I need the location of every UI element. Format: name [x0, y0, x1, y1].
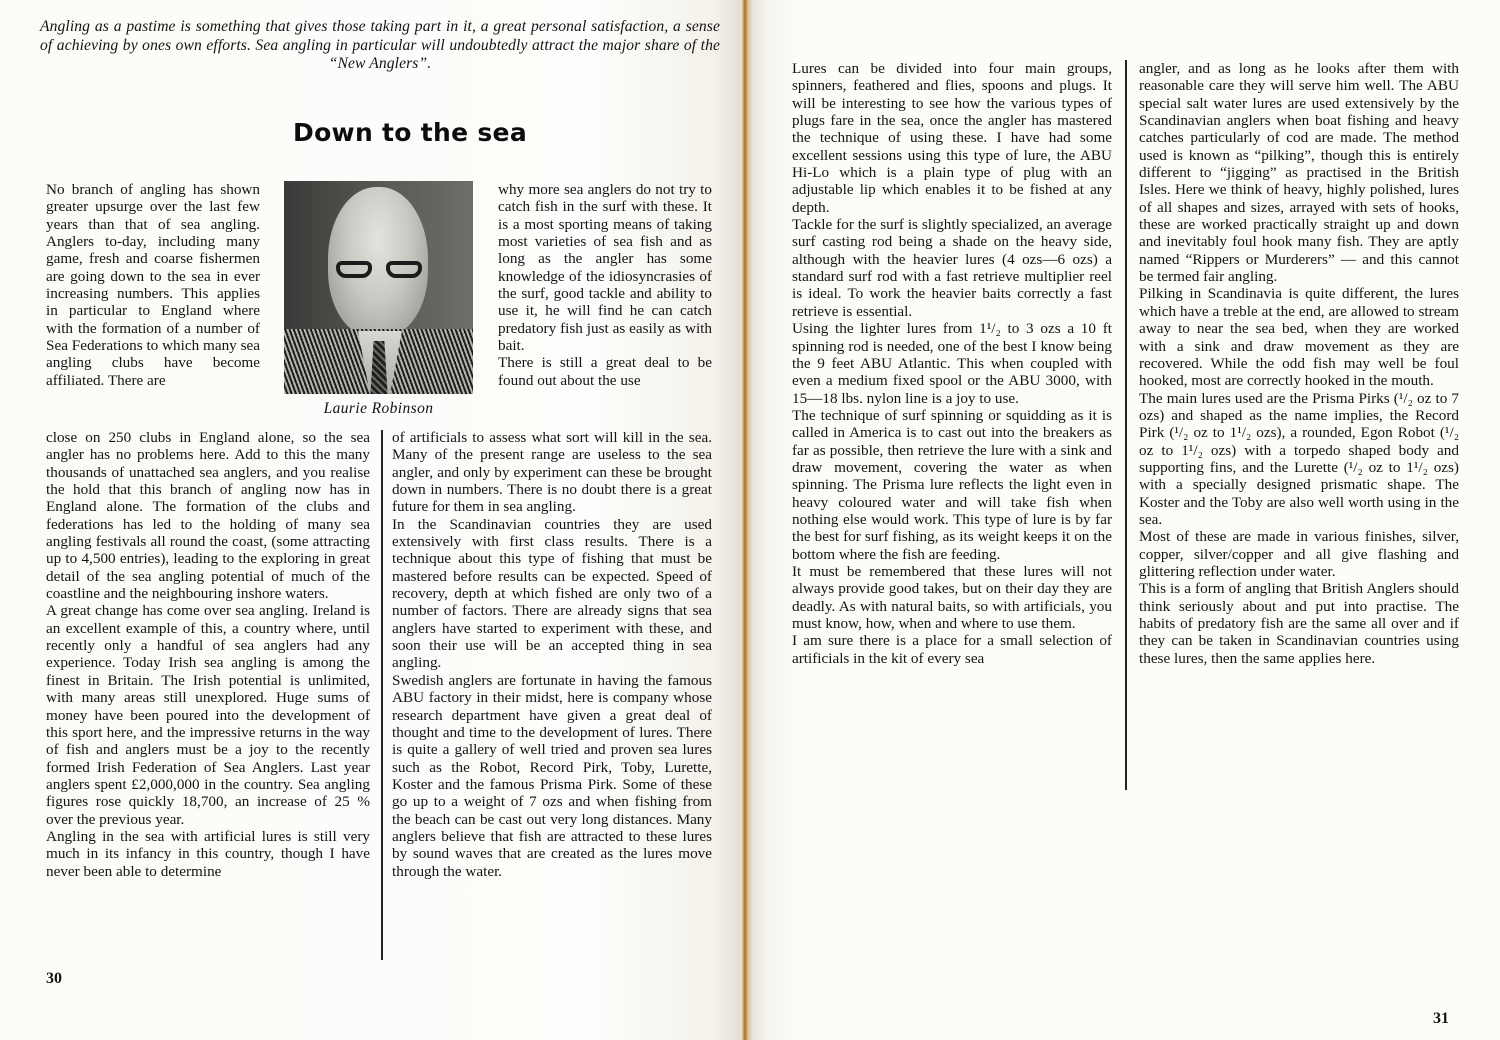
column-rule	[381, 430, 383, 960]
paragraph: why more sea anglers do not try to catch fish in the surf with these. It is a most sporting means of taking most varieties of sea fish and as long as the angler has some knowledge of the idiosyncrasies of the surf, good tackle and ability to use it, he will find he can catch predatory fish just as easily as with bait.	[498, 181, 712, 355]
right-column-2	[1139, 60, 1459, 667]
paragraph: close on 250 clubs in England alone, so the sea angler has no problems here. Add to this the many thousands of unattached sea anglers, and you realise the hold that this branch of angling now has in England alone. The formation of the clubs and federations has led to the holding of many sea angling festivals all round the coast, (some attracting up to 4,500 entries), leading to the exploring in great detail of the sea angling potential of much of the coastline and the neighbouring inshore waters.	[46, 429, 370, 603]
left-column-2-narrow	[498, 181, 712, 389]
paragraph: Lures can be divided into four main groups, spinners, feathered and flies, spoons and plugs. It will be interesting to see how the various types of plugs fare in the sea, once the angler has mastered the technique of using these. I have had some excellent sessions using this type of lure, the ABU Hi-Lo which is a plain type of plug with an adjustable lip which enables it to be fished at any depth.	[792, 60, 1112, 216]
paragraph: Most of these are made in various finishes, silver, copper, silver/copper and all give flashing and glittering reflection under water.	[1139, 528, 1459, 580]
left-column-1-narrow	[46, 181, 260, 389]
article-title: Down to the sea	[293, 118, 527, 147]
paragraph: The main lures used are the Prisma Pirks (¹/₂ oz to 7 ozs) and shaped as the name implies, the Record Pirk (¹/₂ oz to 1¹/₂ ozs), a rounded, Egon Robot (¹/₂ oz to 1¹/₂ ozs) with a torpedo shaped body and supporting fins, and the Lurette (¹/₂ oz to 1¹/₂ ozs) with a specially designed prismatic shape. The Koster and the Toby are also well worth using in the sea.	[1139, 389, 1459, 528]
article-intro: Angling as a pastime is something that gives those taking part in it, a great personal satisfaction, a sense of achieving by ones own efforts. Sea angling in particular will undoubtedly attract the major share of the “New Anglers”.	[40, 18, 720, 72]
paragraph: There is still a great deal to be found out about the use	[498, 354, 712, 389]
right-column-1	[792, 60, 1112, 667]
paragraph: A great change has come over sea angling. Ireland is an excellent example of this, a country where, until recently only a handful of sea anglers had any experience. Today Irish sea angling is among the finest in Britain. The Irish potential is unlimited, with many areas still unexplored. Huge sums of money have been poured into the development of this sport here, and the impressive returns in the way of fish and anglers must be a joy to the recently formed Irish Federation of Sea Anglers. Last year anglers spent £2,000,000 in the country. Sea angling figures rose quickly 18,700, an increase of 25 % over the previous year.	[46, 602, 370, 828]
paragraph: Swedish anglers are fortunate in having the famous ABU factory in their midst, here is company whose research department have given a great deal of thought and time to the development of lures. There is quite a gallery of well tried and proven sea lures such as the Robot, Record Pirk, Toby, Lurette, Koster and the famous Prisma Pirk. Some of these go up to a weight of 7 ozs and when fishing from the beach can be cast out very long distances. Many anglers believe that fish are attracted to these lures by sound waves that are created as the lures move through the water.	[392, 671, 712, 880]
column-rule	[1125, 60, 1127, 790]
paragraph: of artificials to assess what sort will kill in the sea. Many of the present range are useless to the sea angler, and only by experiment can these be brought down in numbers. There is no doubt there is a great future for them in sea angling.	[392, 429, 712, 516]
paragraph: angler, and as long as he looks after them with reasonable care they will serve him well. The ABU special salt water lures are used extensively by the Scandinavian anglers when boat fishing and heavy catches particularly of cod are made. The method used is known as “pilking”, though this is entirely different to “jigging” as practised in the British Isles. Here we think of heavy, highly polished, lures of all shapes and sizes, arrayed with sets of hooks, these are worked practically straight up and down and inevitably foul hook many fish. They are aptly named “Rippers or Murderers” — and this cannot be termed fair angling.	[1139, 60, 1459, 286]
page-number-right: 31	[1433, 1010, 1449, 1027]
author-photo	[284, 181, 473, 394]
paragraph: Pilking in Scandinavia is quite different, the lures which have a treble at the end, are allowed to stream away to near the sea bed, when they are worked with a sink and draw movement as they are recovered. While the odd fish may well be foul hooked, most are correctly hooked in the mouth.	[1139, 285, 1459, 390]
paragraph: Using the lighter lures from 1¹/₂ to 3 ozs a 10 ft spinning rod is needed, one of the best I know being the 9 feet ABU Atlantic. This when coupled with even a medium fixed spool or the ABU 3000, with 15—18 lbs. nylon line is a joy to use.	[792, 320, 1112, 407]
book-gutter	[742, 0, 747, 1040]
left-column-2-wide	[392, 429, 712, 880]
paragraph: This is a form of angling that British Anglers should think seriously about and put into practise. The habits of predatory fish are the same all over and if they can be taken in Scandinavian countries using these lures, then the same applies here.	[1139, 580, 1459, 667]
paragraph: I am sure there is a place for a small selection of artificials in the kit of every sea	[792, 632, 1112, 667]
page-number-left: 30	[46, 970, 62, 987]
paragraph: It must be remembered that these lures will not always provide good takes, but on their day they are deadly. As with natural baits, so with artificials, you must know, how, when and where to use them.	[792, 562, 1112, 632]
photo-caption: Laurie Robinson	[323, 400, 434, 417]
paragraph: Tackle for the surf is slightly specialized, an average surf casting rod being a shade on the heavy side, although with the heavier lures (4 ozs—6 ozs) a standard surf rod with a fast retrieve multiplier reel is ideal. To work the heavier baits correctly a fast retrieve is essential.	[792, 216, 1112, 320]
left-column-1-wide	[46, 429, 370, 880]
paragraph: Angling in the sea with artificial lures is still very much in its infancy in this country, though I have never been able to determine	[46, 827, 370, 880]
paragraph: No branch of angling has shown greater upsurge over the last few years than that of sea angling. Anglers to-day, including many game, fresh and coarse fishermen are going down to the sea in ever increasing numbers. This applies in particular to England where with the formation of a number of Sea Federations to which many sea angling clubs have become affiliated. There are	[46, 181, 260, 389]
paragraph: The technique of surf spinning or squidding as it is called in America is to cast out into the breakers as far as possible, then retrieve the lure with a sink and draw movement, covering the water as when spinning. The Prisma lure reflects the light even in heavy coloured water and will take fish when nothing else would work. This type of lure is by far the best for surf fishing, as its weight keeps it on the bottom where the fish are feeding.	[792, 406, 1112, 563]
paragraph: In the Scandinavian countries they are used extensively with first class results. There is a technique about this type of fishing that must be mastered before results can be expected. Speed of recovery, depth at which fished are only two of a number of factors. There are already signs that sea anglers have started to experiment with these, and soon their use will be an accepted thing in sea angling.	[392, 515, 712, 672]
